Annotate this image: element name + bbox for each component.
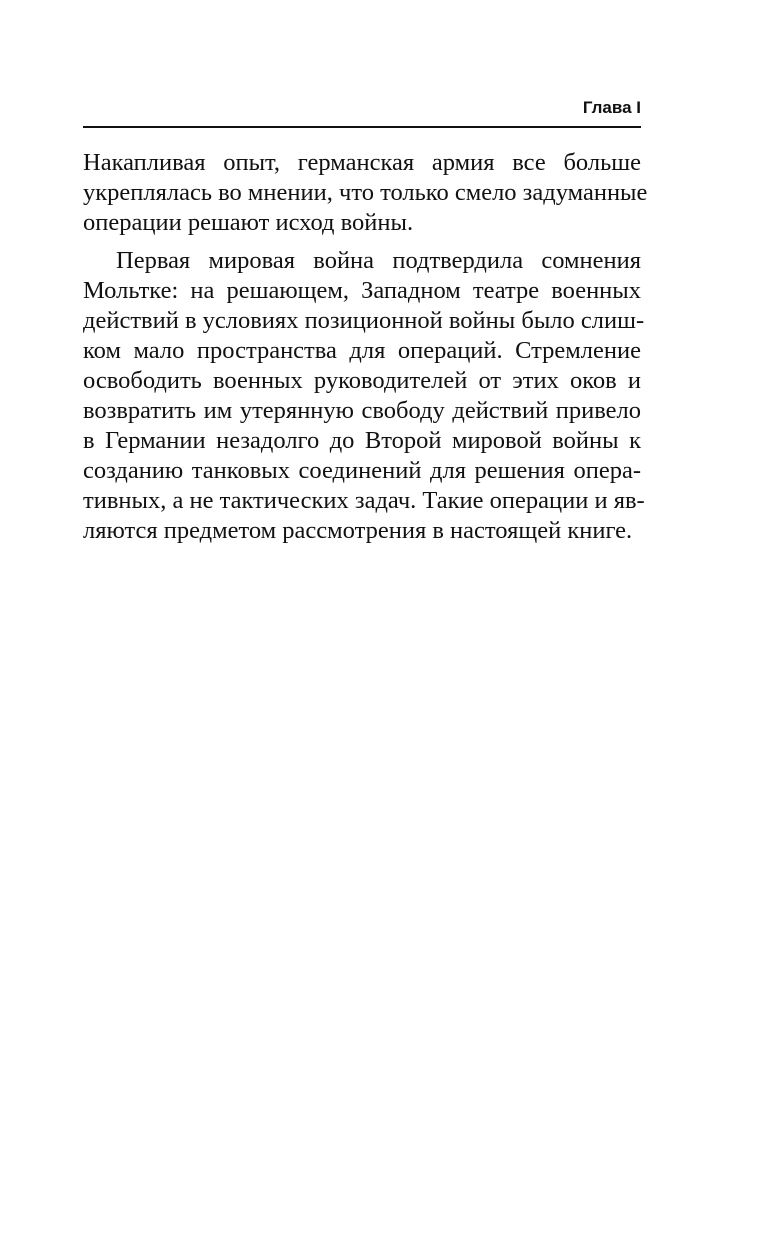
- text-line: Мольтке: на решающем, Западном театре военных: [83, 277, 641, 304]
- chapter-label: Глава I: [582, 98, 641, 117]
- text-line: укреплялась во мнении, что только смело задуманные: [83, 179, 648, 206]
- text-line: ляются предметом рассмотрения в настоящей книге.: [83, 517, 633, 544]
- text-line: в Германии незадолго до Второй мировой войны к: [83, 427, 641, 454]
- text-line: тивных, а не тактических задач. Такие операции и яв-: [83, 487, 645, 514]
- body-text: [83, 148, 648, 546]
- text-line: ком мало пространства для операций. Стремление: [83, 337, 641, 364]
- text-line: созданию танковых соединений для решения опера-: [83, 457, 641, 484]
- text-line: Накапливая опыт, германская армия все больше: [83, 149, 641, 176]
- paragraph-2: [83, 246, 645, 546]
- text-line: действий в условиях позиционной войны было слиш-: [83, 307, 645, 334]
- text-line: Первая мировая война подтвердила сомнения: [116, 247, 641, 274]
- paragraph-1: [83, 148, 648, 238]
- text-line: возвратить им утерянную свободу действий привело: [83, 397, 641, 424]
- text-line: освободить военных руководителей от этих оков и: [83, 367, 641, 394]
- running-header: [83, 96, 641, 128]
- text-line: операции решают исход войны.: [83, 209, 414, 236]
